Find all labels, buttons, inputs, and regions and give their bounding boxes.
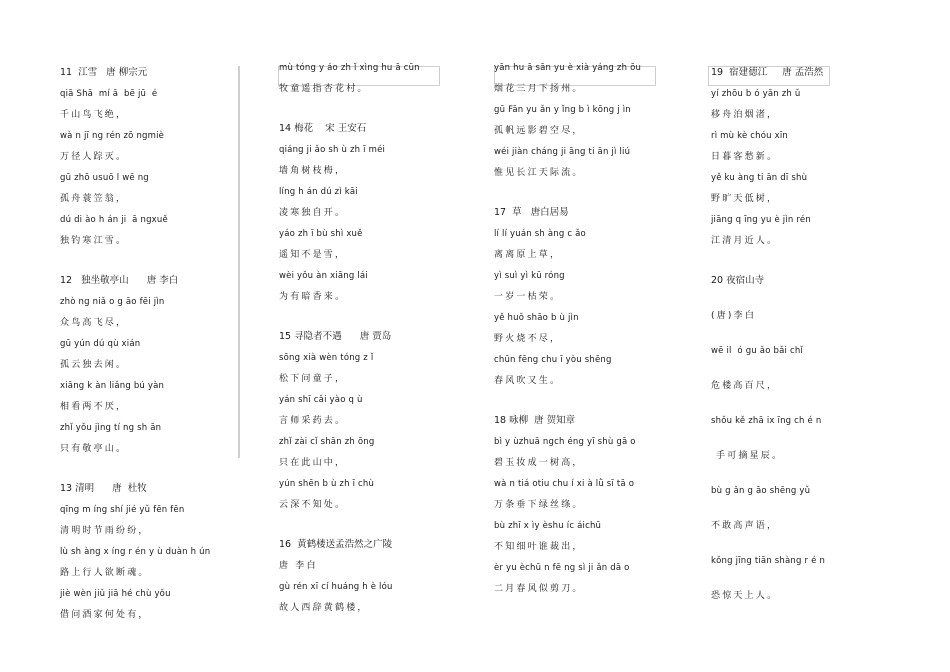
verse-line: 江清月近人。: [711, 236, 779, 246]
verse-line: 为有暗香来。: [279, 292, 347, 302]
verse-line: 唐 李白: [279, 561, 318, 571]
spacer: [711, 296, 911, 310]
pinyin-line: dú di ào h án ji ā ngxuě: [60, 215, 168, 225]
pinyin-line: sōng xià wèn tóng z ǐ: [279, 353, 374, 363]
poem-title: 19 宿建德江 唐 孟浩然: [711, 67, 824, 78]
verse-line: 碧玉妆成一树高，: [494, 458, 584, 468]
verse-line: 云深不知处。: [279, 500, 347, 510]
verse-line: 松下问童子，: [279, 374, 347, 384]
verse-line: 春风吹又生。: [494, 376, 562, 386]
poem-separator: [279, 520, 479, 534]
poem-separator: [494, 188, 694, 202]
poem-title: 12 独坐敬亭山 唐 李白: [60, 275, 179, 286]
verse-line: 孤帆远影碧空尽，: [494, 126, 584, 136]
verse-line: 清明时节雨纷纷，: [60, 526, 150, 536]
pinyin-line: yáo zh ī bù shì xuě: [279, 229, 363, 239]
pinyin-line: bù g ǎn g āo shēng yǔ: [711, 486, 811, 496]
pinyin-line: rì mù kè chóu xīn: [711, 131, 789, 141]
verse-line: 孤云独去闲。: [60, 360, 128, 370]
poem-separator: [494, 396, 694, 410]
spacer: [711, 366, 911, 380]
pinyin-line: xiāng k àn liǎng bú yàn: [60, 381, 165, 391]
poem-separator: [279, 623, 479, 637]
verse-line: 野火烧不尽，: [494, 334, 562, 344]
pinyin-line: bù zhī x ìy èshu íc áichū: [494, 521, 602, 531]
column-2: [279, 62, 479, 637]
verse-line: 千山鸟飞绝，: [60, 110, 128, 120]
pinyin-line: qiáng ji ǎo sh ù zh ī méi: [279, 145, 386, 155]
verse-line: 只有敬亭山。: [60, 444, 128, 454]
pinyin-line: líng h án dú zì kāi: [279, 187, 358, 197]
pinyin-line: yě huǒ shāo b ù jìn: [494, 313, 579, 323]
spacer: [711, 541, 911, 555]
spacer: [711, 331, 911, 345]
column-4: [711, 62, 911, 625]
verse-line: 烟花三月下扬州。: [494, 84, 584, 94]
verse-line: 凌寒独自开。: [279, 208, 347, 218]
verse-line: 言师采药去。: [279, 416, 347, 426]
verse-line: 只在此山中，: [279, 458, 347, 468]
verse-line: 借问酒家何处有，: [60, 610, 150, 620]
poem-block: [279, 330, 479, 534]
poem-block: [60, 66, 260, 270]
pinyin-line: wèi yǒu àn xiāng lái: [279, 271, 368, 281]
pinyin-line: yí zhōu b ó yān zh ǔ: [711, 89, 801, 99]
pinyin-line: jiāng q īng yu è jìn rén: [711, 215, 811, 225]
pinyin-line: wà n jī ng rén zō ngmiè: [60, 131, 165, 141]
pinyin-line: zhò ng niǎ o g āo fēi jìn: [60, 297, 165, 307]
pinyin-line: gū yún dú qù xián: [60, 339, 141, 349]
poem-block: [60, 482, 260, 644]
column-3: [494, 62, 694, 618]
pinyin-line: gū Fān yu ǎn y ǐng b ì kōng j ìn: [494, 105, 631, 115]
pinyin-line: gù rén xī cí huáng h è lóu: [279, 582, 393, 592]
poem-title: 20 夜宿山寺: [711, 275, 765, 286]
poem-separator: [60, 256, 260, 270]
pinyin-line: mù tóng y áo zh ǐ xìng hu ā cūn: [279, 63, 420, 73]
verse-line: 独钓寒江雪。: [60, 236, 128, 246]
spacer: [711, 576, 911, 590]
verse-line: 相看两不厌，: [60, 402, 128, 412]
pinyin-line: wéi jiàn cháng ji āng ti ān jì liú: [494, 147, 631, 157]
verse-line: 墙角树枝梅，: [279, 166, 347, 176]
verse-line: (唐)李白: [711, 311, 757, 321]
poem-block: [494, 206, 694, 410]
verse-line: 不知细叶谁裁出，: [494, 542, 584, 552]
verse-line: 日暮客愁新。: [711, 152, 779, 162]
spacer: [711, 436, 911, 450]
pinyin-line: chūn fēng chu ī yòu shēng: [494, 355, 612, 365]
poem-separator: [60, 464, 260, 478]
poem-title: 13 清明 唐 杜牧: [60, 483, 147, 494]
pinyin-line: yún shēn b ù zh ī chù: [279, 479, 375, 489]
verse-line: 二月春风似剪刀。: [494, 584, 584, 594]
poem-separator: [494, 604, 694, 618]
verse-line: 恐惊天上人。: [711, 591, 779, 601]
verse-line: 野旷天低树，: [711, 194, 779, 204]
poem-separator: [279, 312, 479, 326]
verse-line: 故人西辞黄鹤楼，: [279, 603, 369, 613]
spacer: [711, 471, 911, 485]
poem-title: 11 江雪 唐 柳宗元: [60, 67, 148, 78]
poem-block: [494, 414, 694, 618]
pinyin-line: jiè wèn jiǔ jiā hé chù yǒu: [60, 589, 171, 599]
poem-block: [60, 274, 260, 478]
verse-line: 孤舟蓑笠翁，: [60, 194, 128, 204]
pinyin-line: yān hu ā sān yu è xià yáng zh ōu: [494, 63, 642, 73]
poem-block: [279, 538, 479, 637]
poem-block: [279, 122, 479, 326]
pinyin-line: zhǐ yǒu jìng tí ng sh ān: [60, 423, 162, 433]
pinyin-line: wà n tiá otiu chu í xi à lǜ sī tā o: [494, 479, 635, 489]
verse-line: 一岁一枯荣。: [494, 292, 562, 302]
verse-line: 路上行人欲断魂。: [60, 568, 150, 578]
poem-separator: [279, 104, 479, 118]
pinyin-line: wē il ó gu ǎo bǎi chǐ: [711, 346, 803, 356]
verse-line: 遥知不是雪，: [279, 250, 347, 260]
pinyin-line: èr yu èchū n fē ng sì ji ǎn dā o: [494, 563, 630, 573]
poem-block: [711, 66, 911, 270]
pinyin-line: shǒu kě zhā ix īng ch é n: [711, 416, 822, 426]
poem-block: [494, 62, 694, 202]
poem-title: 18 咏柳 唐 贺知章: [494, 415, 576, 426]
pinyin-line: qīng m íng shí jié yǔ fēn fēn: [60, 505, 185, 515]
verse-line: 离离原上草，: [494, 250, 562, 260]
poem-block: [279, 62, 479, 118]
spacer: [711, 401, 911, 415]
poem-title: 14 梅花 宋 王安石: [279, 123, 367, 134]
poem-title: 17 草 唐白居易: [494, 207, 569, 218]
verse-line: 牧童遥指杏花村。: [279, 84, 369, 94]
column-1: [60, 62, 260, 644]
verse-line: 万径人踪灭。: [60, 152, 128, 162]
pinyin-line: qiā Shā mí ā bē jū é: [60, 89, 158, 99]
pinyin-line: lí lí yuán sh àng c ǎo: [494, 229, 586, 239]
pinyin-line: yán shī cǎi yào q ù: [279, 395, 363, 405]
poem-title: 16 黄鹤楼送孟浩然之广陵: [279, 539, 393, 550]
pinyin-line: bì y ùzhuā ngch éng yī shù gā o: [494, 437, 636, 447]
poem-block: [711, 274, 911, 625]
verse-line: 不敢高声语，: [711, 521, 779, 531]
poem-separator: [711, 611, 911, 625]
spacer: [711, 506, 911, 520]
verse-line: 众鸟高飞尽，: [60, 318, 128, 328]
verse-line: 惟见长江天际流。: [494, 168, 584, 178]
pinyin-line: lù sh àng x íng r én y ù duàn h ún: [60, 547, 211, 557]
poem-separator: [60, 630, 260, 644]
verse-line: 手可摘星辰。: [711, 451, 784, 461]
verse-line: 移舟泊烟渚，: [711, 110, 779, 120]
verse-line: 万条垂下绿丝绦。: [494, 500, 584, 510]
pinyin-line: kǒng jīng tiān shàng r é n: [711, 556, 826, 566]
poem-separator: [711, 256, 911, 270]
poem-title: 15 寻隐者不遇 唐 贾岛: [279, 331, 392, 342]
verse-line: 危楼高百尺，: [711, 381, 779, 391]
pinyin-line: zhǐ zài cǐ shān zh ōng: [279, 437, 375, 447]
pinyin-line: yì suì yì kū róng: [494, 271, 565, 281]
pinyin-line: gū zhō usuō l wē ng: [60, 173, 149, 183]
pinyin-line: yě ku àng ti ān dī shù: [711, 173, 808, 183]
